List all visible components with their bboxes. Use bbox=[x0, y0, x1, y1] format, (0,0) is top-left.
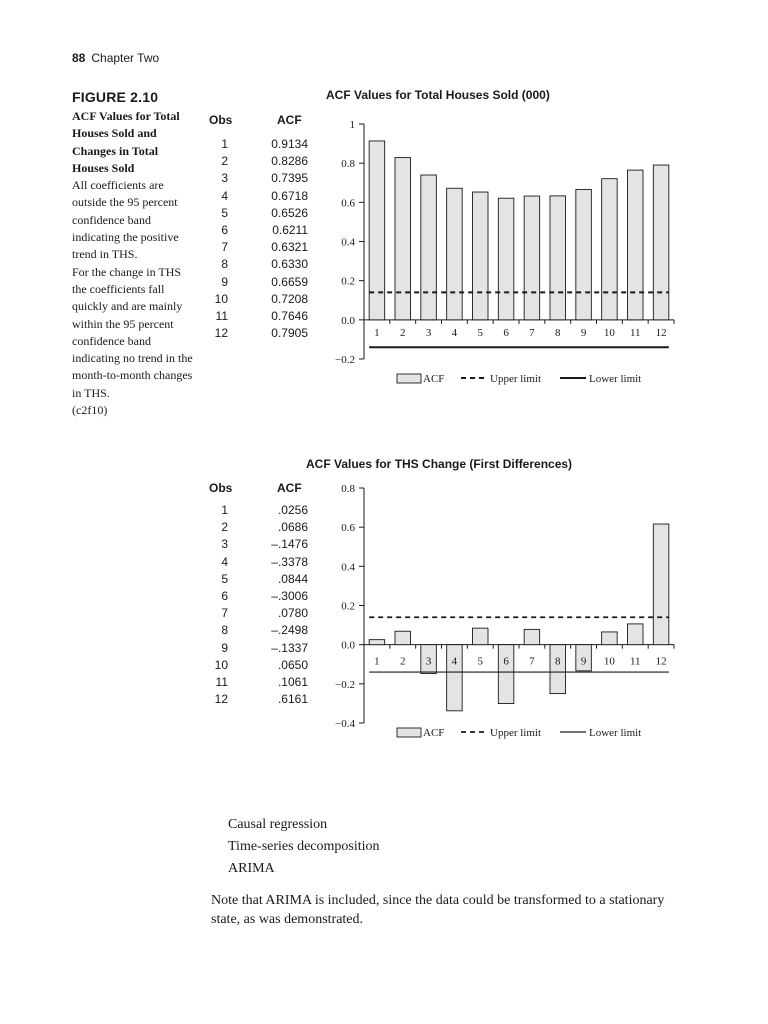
method-item: Time-series decomposition bbox=[228, 839, 380, 854]
acf-bar bbox=[628, 170, 644, 320]
table-cell-acf: .1061 bbox=[277, 675, 308, 689]
figure-label: FIGURE 2.10 bbox=[72, 89, 159, 105]
acf-chart-total-houses-sold bbox=[330, 112, 690, 392]
table-cell-obs: 12 bbox=[214, 326, 228, 341]
x-tick-label: 12 bbox=[655, 326, 667, 339]
x-tick-label: 1 bbox=[374, 655, 380, 668]
acf-bar bbox=[653, 165, 669, 320]
table-cell-obs: 2 bbox=[221, 520, 228, 535]
acf-bar bbox=[395, 631, 411, 644]
x-tick-label: 9 bbox=[580, 326, 587, 339]
legend-label: Upper limit bbox=[490, 373, 542, 385]
acf-bar bbox=[421, 175, 437, 320]
table-cell-obs: 11 bbox=[215, 309, 228, 323]
x-tick-label: 7 bbox=[529, 655, 535, 668]
x-tick-label: 10 bbox=[603, 326, 615, 339]
caption-line: (c2f10) bbox=[72, 403, 108, 418]
x-tick-label: 8 bbox=[555, 655, 561, 668]
table-header-acf: ACF bbox=[277, 481, 302, 495]
acf-bar bbox=[369, 640, 385, 645]
x-tick-label: 12 bbox=[655, 655, 667, 668]
note-paragraph: Note that ARIMA is included, since the data could be transformed to a stationary state, as was demonstrated. bbox=[211, 893, 665, 927]
y-tick-label: −0.4 bbox=[335, 718, 355, 730]
legend-label: ACF bbox=[423, 727, 445, 739]
table-cell-acf: .6161 bbox=[277, 692, 308, 707]
acf-chart-ths-change bbox=[330, 478, 690, 750]
x-tick-label: 3 bbox=[425, 326, 432, 339]
chart-title: ACF Values for THS Change (First Differences) bbox=[306, 457, 573, 471]
x-tick-label: 8 bbox=[555, 326, 561, 339]
acf-bar bbox=[395, 158, 411, 320]
acf-bar bbox=[602, 632, 618, 645]
table-header-obs: Obs bbox=[209, 113, 233, 127]
table-cell-obs: 2 bbox=[221, 154, 228, 169]
x-tick-label: 7 bbox=[529, 326, 535, 339]
table-cell-obs: 4 bbox=[221, 554, 228, 569]
acf-bar bbox=[653, 524, 669, 645]
table-cell-acf: 0.8286 bbox=[271, 154, 308, 169]
table-cell-obs: 12 bbox=[214, 692, 228, 707]
table-cell-acf: 0.6659 bbox=[271, 274, 308, 289]
legend-label: Lower limit bbox=[589, 727, 642, 739]
table-cell-acf: .0256 bbox=[277, 503, 308, 517]
table-cell-obs: 11 bbox=[215, 675, 228, 689]
acf-bar bbox=[524, 629, 540, 644]
x-tick-label: 1 bbox=[374, 326, 380, 339]
y-tick-label: 0.8 bbox=[341, 158, 355, 171]
table-cell-acf: 0.7395 bbox=[271, 171, 308, 186]
table-cell-obs: 3 bbox=[221, 537, 228, 552]
acf-bar bbox=[473, 628, 489, 645]
y-tick-label: 1 bbox=[349, 119, 355, 131]
table-cell-acf: 0.7905 bbox=[271, 326, 308, 341]
figure-caption bbox=[72, 108, 196, 419]
table-cell-obs: 3 bbox=[221, 171, 228, 186]
x-tick-label: 6 bbox=[503, 326, 509, 339]
acf-bar bbox=[498, 198, 514, 320]
y-tick-label: 0.2 bbox=[341, 275, 355, 288]
table-cell-obs: 8 bbox=[221, 623, 228, 638]
legend-acf-swatch bbox=[397, 728, 421, 737]
y-tick-label: −0.2 bbox=[335, 678, 355, 691]
table-cell-acf: –.3006 bbox=[271, 589, 308, 603]
table-cell-acf: .0650 bbox=[277, 657, 308, 672]
table-cell-obs: 6 bbox=[221, 223, 228, 237]
x-tick-label: 11 bbox=[629, 326, 641, 339]
table-cell-obs: 7 bbox=[221, 240, 228, 255]
y-tick-label: 0.4 bbox=[341, 561, 355, 574]
acf-bar bbox=[550, 645, 566, 694]
table-cell-obs: 4 bbox=[221, 188, 228, 203]
table-header-acf: ACF bbox=[277, 113, 302, 127]
table-cell-obs: 1 bbox=[221, 137, 228, 151]
table-cell-acf: –.2498 bbox=[271, 623, 308, 638]
table-cell-acf: 0.6321 bbox=[271, 240, 308, 255]
legend-label: Lower limit bbox=[589, 373, 642, 385]
y-tick-label: 0.2 bbox=[341, 600, 355, 613]
table-cell-acf: 0.6211 bbox=[272, 223, 308, 237]
caption-line: For the change in THS the coefficients fall quickly and are mainly within the 95 percent confidence band indicating no trend in the month-to-month changes in THS. bbox=[72, 264, 193, 400]
x-tick-label: 5 bbox=[477, 655, 483, 668]
x-tick-label: 9 bbox=[580, 655, 587, 668]
table-cell-acf: 0.6718 bbox=[271, 188, 308, 203]
x-tick-label: 11 bbox=[629, 655, 641, 668]
table-cell-acf: .0844 bbox=[277, 571, 308, 586]
x-tick-label: 2 bbox=[400, 655, 406, 668]
legend-acf-swatch bbox=[397, 374, 421, 383]
table-cell-acf: 0.7208 bbox=[271, 291, 308, 306]
acf-bar bbox=[447, 645, 463, 711]
table-cell-acf: 0.9134 bbox=[271, 137, 308, 151]
x-tick-label: 5 bbox=[477, 326, 483, 339]
y-tick-label: 0.4 bbox=[341, 236, 355, 249]
legend-label: ACF bbox=[423, 373, 445, 385]
acf-bar bbox=[447, 188, 463, 320]
y-tick-label: 0.8 bbox=[341, 483, 355, 495]
page-number: 88 bbox=[72, 51, 86, 65]
acf-bar bbox=[473, 192, 489, 320]
table-cell-obs: 6 bbox=[221, 589, 228, 603]
table-cell-acf: .0780 bbox=[277, 606, 308, 621]
table-cell-acf: –.1476 bbox=[271, 537, 308, 552]
table-cell-obs: 9 bbox=[221, 274, 228, 289]
x-tick-label: 6 bbox=[503, 655, 509, 668]
legend-label: Upper limit bbox=[490, 727, 542, 739]
table-cell-acf: 0.6330 bbox=[271, 257, 308, 272]
method-list bbox=[228, 814, 380, 880]
table-cell-obs: 1 bbox=[221, 503, 228, 517]
x-tick-label: 10 bbox=[603, 655, 615, 668]
chapter-name: Chapter Two bbox=[91, 51, 160, 65]
x-tick-label: 2 bbox=[400, 326, 406, 339]
table-cell-obs: 10 bbox=[214, 657, 228, 672]
acf-bar bbox=[550, 196, 566, 320]
table-header-obs: Obs bbox=[209, 481, 233, 495]
table-cell-obs: 9 bbox=[221, 640, 228, 655]
acf-bar bbox=[524, 196, 540, 320]
method-item: ARIMA bbox=[228, 861, 275, 876]
x-tick-label: 3 bbox=[425, 655, 432, 668]
acf-bar bbox=[602, 179, 618, 320]
table-cell-acf: 0.6526 bbox=[271, 205, 308, 220]
chart-title: ACF Values for Total Houses Sold (000) bbox=[326, 88, 550, 102]
x-tick-label: 4 bbox=[451, 326, 458, 339]
x-tick-label: 4 bbox=[451, 655, 458, 668]
table-cell-acf: .0686 bbox=[277, 520, 308, 535]
method-item: Causal regression bbox=[228, 817, 328, 832]
table-cell-obs: 5 bbox=[221, 571, 228, 586]
y-tick-label: −0.2 bbox=[335, 354, 355, 366]
acf-bar bbox=[628, 624, 644, 645]
running-head bbox=[72, 51, 159, 65]
table-cell-acf: 0.7646 bbox=[271, 309, 308, 323]
acf-bar bbox=[498, 645, 514, 704]
acf-bar bbox=[576, 189, 592, 319]
y-tick-label: 0.6 bbox=[341, 522, 355, 535]
table-cell-acf: –.3378 bbox=[271, 554, 308, 569]
table-cell-obs: 5 bbox=[221, 205, 228, 220]
y-tick-label: 0.0 bbox=[341, 314, 355, 327]
caption-line: All coefficients are outside the 95 percent confidence band indicating the positive trend in THS. bbox=[72, 178, 179, 262]
y-tick-label: 0.0 bbox=[341, 639, 355, 652]
table-cell-acf: –.1337 bbox=[271, 640, 308, 655]
y-tick-label: 0.6 bbox=[341, 197, 355, 210]
table-cell-obs: 10 bbox=[214, 291, 228, 306]
table-cell-obs: 8 bbox=[221, 257, 228, 272]
table-cell-obs: 7 bbox=[221, 606, 228, 621]
caption-title: ACF Values for Total Houses Sold and Changes in Total Houses Sold bbox=[72, 109, 180, 175]
